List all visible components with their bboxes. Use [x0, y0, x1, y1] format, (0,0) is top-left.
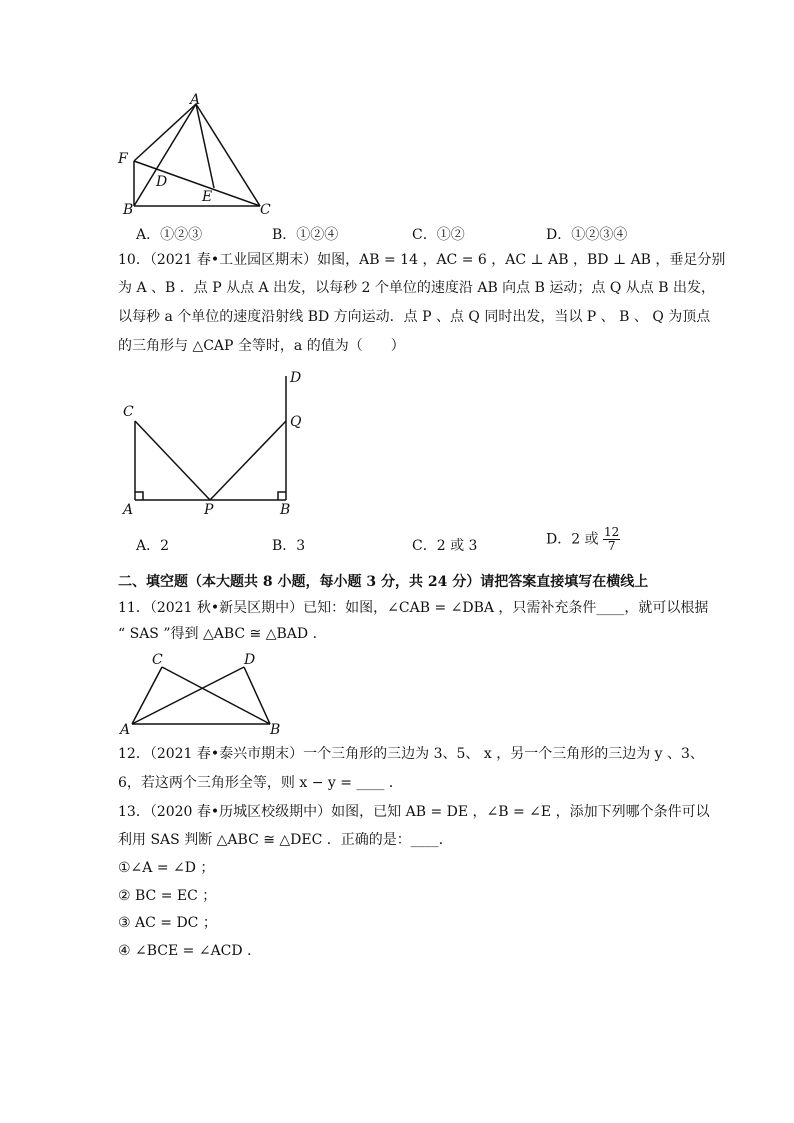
q9-label-C: C: [260, 202, 271, 218]
q12-text-line-1: 12．（2021 春•泰兴市期末）一个三角形的三边为 3、5、 x ，另一个三角形的三边为 y 、3、: [118, 746, 704, 762]
q10-right-angle-A: [135, 492, 143, 500]
fraction-denominator: 7: [607, 539, 616, 553]
q12-text-line-2: 6，若这两个三角形全等，则 x − y = ____ ．: [118, 775, 403, 791]
q9-option-c[interactable]: C．①②: [412, 227, 465, 243]
q10-option-d-fraction: [603, 526, 620, 553]
q10-text-line-4: 的三角形与 △CAP 全等时，a 的值为（ ）: [118, 338, 405, 354]
q13-text-line-1: 13．（2020 春•历城区校级期中）如图，已知 AB = DE ，∠B = ∠E ，添加下列哪个条件可以: [118, 804, 710, 820]
q9-label-D: D: [156, 174, 168, 190]
q9-line-FC: [134, 161, 260, 206]
q10-line-PQ: [210, 421, 286, 500]
q11-label-D: D: [244, 652, 256, 668]
q11-line-AC: [132, 667, 162, 724]
q9-label-E: E: [202, 189, 213, 205]
q13-condition-2: ② BC = EC ；: [118, 888, 217, 904]
q11-line-CB: [162, 667, 270, 724]
q11-label-B: B: [270, 722, 281, 736]
q10-option-b[interactable]: B．3: [272, 538, 306, 554]
section-2-heading: 二、填空题（本大题共 8 小题，每小题 3 分，共 24 分）请把答案直接填写在横线上: [118, 574, 649, 590]
q11-label-C: C: [152, 652, 163, 668]
q9-option-a[interactable]: A．①②③: [136, 227, 203, 243]
q9-label-B: B: [123, 202, 134, 218]
q10-line-CP: [135, 421, 210, 500]
q10-label-P: P: [204, 502, 214, 518]
q10-option-a[interactable]: A．2: [136, 538, 170, 554]
q10-text-line-1: 10．（2021 春•工业园区期末）如图，AB = 14 ，AC = 6 ，AC ⊥ AB ，BD ⊥ AB ，垂足分别: [118, 252, 726, 268]
q9-option-b[interactable]: B．①②④: [272, 227, 339, 243]
q13-text-line-2: 利用 SAS 判断 △ABC ≅ △DEC ．正确的是：____．: [118, 832, 453, 848]
q9-option-d[interactable]: D．①②③④: [546, 227, 628, 243]
q11-figure: [118, 650, 288, 736]
q10-text-line-3: 以每秒 a 个单位的速度沿射线 BD 方向运动．点 P 、点 Q 同时出发，当以 P 、 B 、 Q 为顶点: [118, 309, 711, 325]
q9-line-AB: [134, 104, 196, 206]
q10-option-d[interactable]: [546, 526, 620, 553]
q10-label-A: A: [123, 502, 134, 518]
q11-text-line-2: “ SAS ”得到 △ABC ≅ △BAD ．: [118, 626, 327, 642]
q9-label-F: F: [118, 151, 128, 167]
q9-triangle-figure: [112, 90, 282, 220]
q10-text-line-2: 为 A 、B ．点 P 从点 A 出发，以每秒 2 个单位的速度沿 AB 向点 B 运动；点 Q 从点 B 出发，: [118, 280, 715, 296]
q11-label-A: A: [120, 722, 131, 736]
fraction-numerator: 12: [604, 525, 620, 539]
q9-line-AE: [196, 104, 214, 188]
q10-option-d-label: D．2 或: [546, 531, 599, 548]
q10-right-angle-B: [278, 492, 286, 500]
q10-figure: [118, 364, 318, 520]
q10-option-c[interactable]: C．2 或 3: [412, 538, 478, 554]
q13-condition-3: ③ AC = DC ；: [118, 915, 217, 931]
q11-line-DB: [244, 667, 270, 724]
q10-label-B: B: [280, 502, 291, 518]
q9-label-A: A: [190, 92, 201, 108]
q10-label-Q: Q: [290, 414, 302, 430]
q11-text-line-1: 11．（2021 秋•新吴区期中）已知：如图，∠CAB = ∠DBA ，只需补充条件____，就可以根据: [118, 600, 709, 616]
q13-condition-1: ①∠A = ∠D ；: [118, 860, 215, 876]
q10-label-C: C: [123, 404, 134, 420]
q11-line-AD: [132, 667, 244, 724]
q9-line-AF: [134, 104, 196, 161]
q10-label-D: D: [290, 370, 302, 386]
q13-condition-4: ④ ∠BCE = ∠ACD ．: [118, 943, 262, 959]
